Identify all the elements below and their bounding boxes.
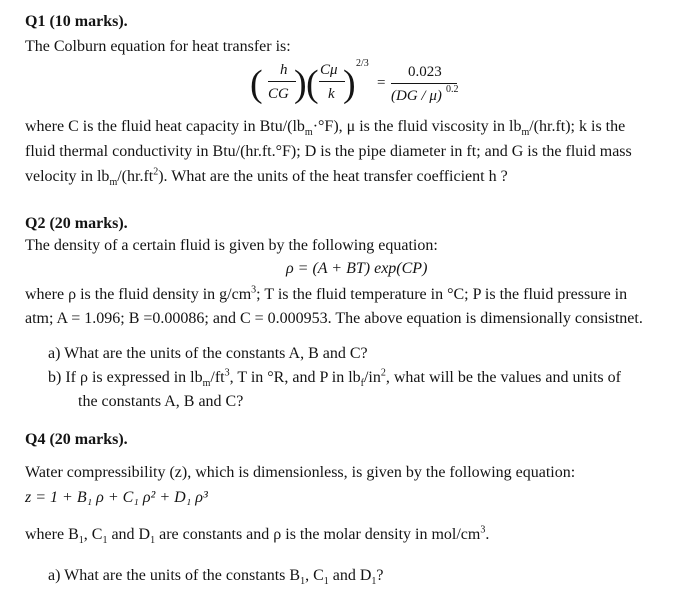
eq-k: k — [328, 86, 335, 102]
q4-line-1: where $B_1$, $C_1$ and $D_1$ are constants and ρ is the molar density in mol/$cm^3$. — [25, 524, 490, 547]
eq-h: h — [280, 62, 288, 78]
q1-line-1: where C is the fluid heat capacity in Btu/$(lb_m\cdot^\circ F)$, μ is the fluid viscosity in $lb_m/(hr.ft)$; k is the — [25, 118, 626, 139]
q1-intro: The Colburn equation for heat transfer is: — [25, 38, 291, 55]
eq-den-exponent: 0.2 — [446, 84, 459, 95]
q2-equation: ρ = (A + BT) exp(CP) — [286, 260, 428, 277]
eq-Cmu: Cμ — [320, 62, 338, 78]
q1-line-2: fluid thermal conductivity in Btu/(hr.ft.°F); D is the pipe diameter in ft; and G is the fluid mass — [25, 143, 632, 160]
eq-numerator: 0.023 — [408, 64, 442, 80]
q2-line-2: atm; A = 1.096; B =0.00086; and C = 0.000953. The above equation is dimensionally consistnet. — [25, 310, 643, 327]
q4-part-a: a) What are the units of the constants $B_1$, $C_1$ and $D_1$? — [48, 567, 384, 588]
right-paren-2: ) — [343, 63, 356, 105]
q1-heading: Q1 (10 marks). — [25, 13, 128, 30]
left-paren: ( — [250, 63, 263, 105]
frac-bar-1 — [268, 81, 296, 82]
eq-CG: CG — [268, 86, 289, 102]
eq-denominator: (DG / μ) — [391, 88, 442, 104]
eq-equals: = — [377, 75, 386, 91]
q2-intro: The density of a certain fluid is given by the following equation: — [25, 237, 438, 254]
q2-part-b-line-2: the constants A, B and C? — [78, 393, 244, 410]
q2-part-a: a) What are the units of the constants A, B and C? — [48, 345, 368, 362]
q2-heading: Q2 (20 marks). — [25, 215, 128, 232]
q4-equation: z = 1 + B₁ ρ + C₁ ρ² + D₁ ρ³ — [25, 489, 208, 506]
q1-line-3: velocity in $lb_m/(hr.ft^2)$. What are the units of the heat transfer coefficient h ? — [25, 166, 508, 189]
left-paren-2: ( — [306, 63, 319, 105]
q4-heading: Q4 (20 marks). — [25, 431, 128, 448]
q2-line-1: where ρ is the fluid density in $g/cm^3$; T is the fluid temperature in °C; P is the fluid pressure in — [25, 284, 628, 303]
frac-bar-2 — [319, 81, 345, 82]
q4-intro: Water compressibility (z), which is dimensionless, is given by the following equation: — [25, 464, 576, 481]
q2-part-b-line-1: b) If ρ is expressed in $lb_m/ft^3$, T in °R, and P in $lb_f/in^2$, what will be the values and units of — [48, 367, 621, 390]
right-paren: ) — [294, 63, 307, 105]
eq-exponent: 2/3 — [356, 58, 369, 69]
q1-equation — [250, 58, 460, 114]
